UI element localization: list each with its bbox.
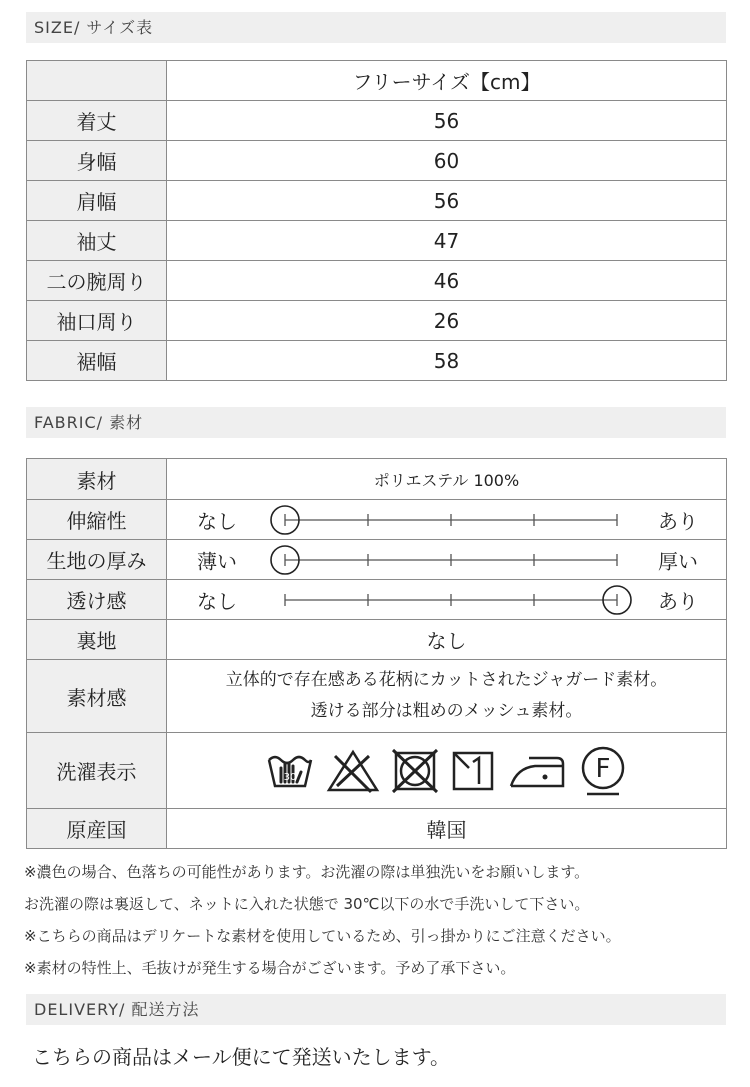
scale-left-text: なし [197, 509, 237, 533]
size-row-value: 56 [167, 181, 727, 221]
size-row-value: 60 [167, 141, 727, 181]
size-table [26, 60, 727, 381]
care-symbols [167, 733, 727, 809]
size-row-label: 二の腕周り [27, 261, 167, 301]
fabric-table [26, 458, 727, 849]
scale-label: 伸縮性 [27, 500, 167, 540]
scale-row [27, 580, 727, 620]
size-table-header-row [27, 61, 727, 101]
material-label: 素材 [27, 459, 167, 500]
origin-label: 原産国 [27, 809, 167, 849]
size-row-value: 47 [167, 221, 727, 261]
origin-value: 韓国 [167, 809, 727, 849]
size-row-value: 46 [167, 261, 727, 301]
hand-wash-30-icon [265, 748, 315, 794]
delivery-text: こちらの商品はメール便にて発送いたします。 [32, 1045, 450, 1069]
lining-row [27, 620, 727, 660]
size-row [27, 181, 727, 221]
sheerness-scale-graphic [267, 583, 637, 617]
size-section-header: SIZE/ サイズ表 [26, 12, 726, 43]
size-row-value: 26 [167, 301, 727, 341]
note-line: お洗濯の際は裏返して、ネットに入れた状態で 30℃以下の水で手洗いして下さい。 [24, 895, 590, 913]
texture-label: 素材感 [27, 660, 167, 733]
size-row-label: 袖口周り [27, 301, 167, 341]
origin-row [27, 809, 727, 849]
stretch-scale [167, 500, 727, 540]
scale-right-text: あり [658, 589, 698, 613]
scale-row [27, 500, 727, 540]
texture-row [27, 660, 727, 733]
iron-low-icon [507, 748, 567, 794]
size-row-label: 袖丈 [27, 221, 167, 261]
size-row-label: 裾幅 [27, 341, 167, 381]
size-row [27, 141, 727, 181]
care-label: 洗濯表示 [27, 733, 167, 809]
size-row-value: 56 [167, 101, 727, 141]
texture-value [167, 660, 727, 733]
care-row [27, 733, 727, 809]
size-row [27, 341, 727, 381]
lining-value: なし [167, 620, 727, 660]
scale-row [27, 540, 727, 580]
texture-line-2: 透ける部分は粗めのメッシュ素材。 [310, 701, 583, 721]
wash-temp-text: 30 [283, 771, 296, 783]
scale-left-text: なし [197, 589, 237, 613]
size-row [27, 261, 727, 301]
thickness-scale-graphic [267, 543, 637, 577]
no-tumble-dry-icon [391, 748, 439, 794]
scale-label: 透け感 [27, 580, 167, 620]
dry-clean-letter: F [595, 753, 610, 784]
size-table-corner [27, 61, 167, 101]
note-line: ※濃色の場合、色落ちの可能性があります。お洗濯の際は単独洗いをお願いします。 [24, 863, 590, 881]
note-line: ※こちらの商品はデリケートな素材を使用しているため、引っ掛かりにご注意ください。 [24, 927, 621, 945]
size-row [27, 221, 727, 261]
sheerness-scale [167, 580, 727, 620]
note-line: ※素材の特性上、毛抜けが発生する場合がございます。予め了承下さい。 [24, 959, 516, 977]
size-column-header: フリーサイズ【cm】 [167, 61, 727, 101]
scale-right-text: あり [658, 509, 698, 533]
scale-right-text: 厚い [658, 549, 698, 573]
dry-clean-f-icon [577, 745, 629, 797]
size-row-value: 58 [167, 341, 727, 381]
texture-line-1: 立体的で存在感ある花柄にカットされたジャガード素材。 [225, 670, 668, 690]
material-row [27, 459, 727, 500]
material-value: ポリエステル 100% [167, 459, 727, 500]
scale-left-text: 薄い [197, 549, 237, 573]
delivery-section-header: DELIVERY/ 配送方法 [26, 994, 726, 1025]
size-row-label: 着丈 [27, 101, 167, 141]
stretch-scale-graphic [267, 503, 637, 537]
size-row-label: 身幅 [27, 141, 167, 181]
no-bleach-icon [325, 748, 381, 794]
fabric-section-header: FABRIC/ 素材 [26, 407, 726, 438]
lining-label: 裏地 [27, 620, 167, 660]
scale-label: 生地の厚み [27, 540, 167, 580]
line-dry-shade-icon [449, 748, 497, 794]
thickness-scale [167, 540, 727, 580]
size-row-label: 肩幅 [27, 181, 167, 221]
size-row [27, 101, 727, 141]
size-row [27, 301, 727, 341]
